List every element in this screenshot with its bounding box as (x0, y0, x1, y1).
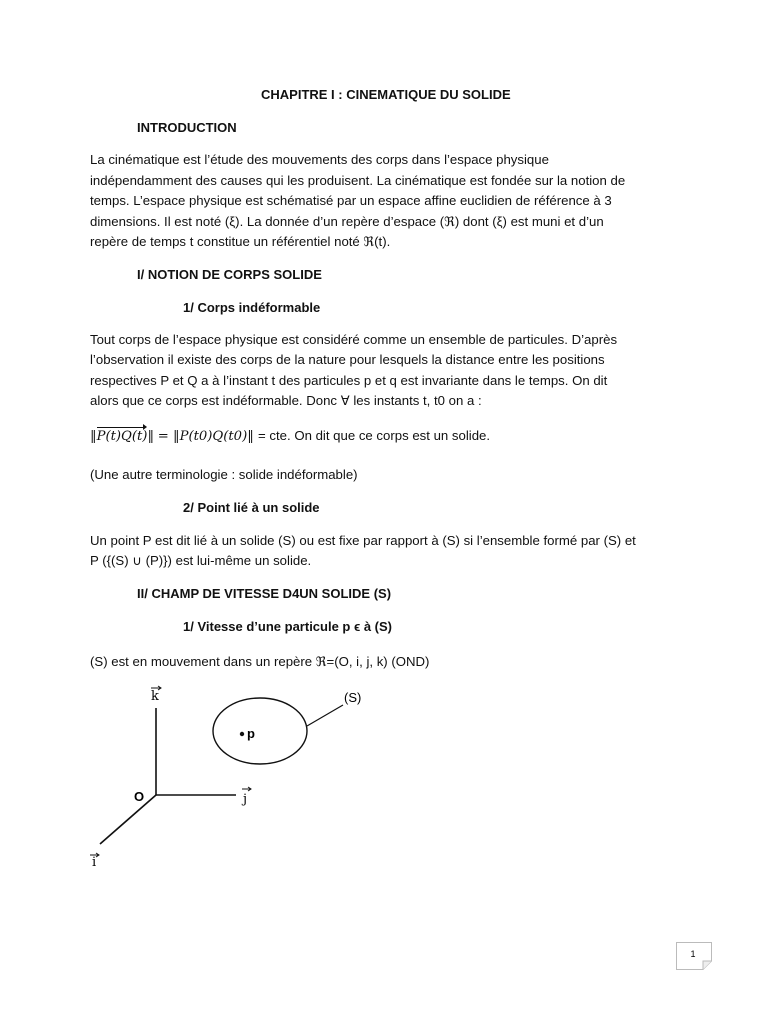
introduction-heading: INTRODUCTION (137, 120, 237, 135)
section-2-title: II/ CHAMP DE VITESSE D4UN SOLIDE (S) (137, 586, 392, 601)
chapter-title: CHAPITRE I : CINEMATIQUE DU SOLIDE (261, 87, 511, 102)
i-label: i (92, 855, 97, 870)
page-number: 1 (690, 949, 696, 959)
particle-p-label: p (247, 726, 255, 741)
point-line-2: P ({(S) ∪ (P)}) est lui-même un solide. (90, 553, 312, 568)
solid-s-ellipse (213, 698, 307, 764)
solid-line-2: l’observation il existe des corps de la nature pour lesquels la distance entre les positions (90, 352, 605, 367)
section-1-sub-2: 2/ Point lié à un solide (183, 500, 320, 515)
particle-p-dot (240, 732, 244, 736)
section-1-sub-1: 1/ Corps indéformable (183, 300, 321, 315)
solid-s-label: (S) (344, 690, 362, 705)
j-label: j (243, 792, 248, 807)
intro-line-4: dimensions. Il est noté (ξ). La donnée d’un repère d’espace (ℜ) dont (ξ) est muni et d’un (90, 214, 604, 229)
solid-line-4: alors que ce corps est indéformable. Donc ∀ les instants t, t0 on a : (90, 393, 482, 408)
reference-frame-diagram (0, 680, 768, 880)
section-2-sub-1: 1/ Vitesse d’une particule p ϵ à (S) (183, 619, 392, 634)
solid-line-1: Tout corps de l’espace physique est considéré comme un ensemble de particules. D’après (90, 332, 618, 347)
point-line-1: Un point P est dit lié à un solide (S) ou est fixe par rapport à (S) si l’ensemble formé par (S) et (90, 533, 636, 548)
pq-at-t0: P(t0)Q(t0) (179, 429, 248, 444)
formula-conclusion: = cte. On dit que ce corps est un solide. (258, 428, 491, 443)
k-label: k (151, 689, 159, 704)
i-axis (100, 795, 156, 844)
solid-s-pointer (307, 705, 343, 726)
intro-line-1: La cinématique est l’étude des mouvements des corps dans l’espace physique (90, 152, 549, 167)
page-number-box (676, 942, 712, 970)
terminology-note: (Une autre terminologie : solide indéformable) (90, 467, 358, 482)
solid-line-3: respectives P et Q a à l’instant t des particules p et q est invariante dans le temps. On dit (90, 373, 608, 388)
section-1-title: I/ NOTION DE CORPS SOLIDE (137, 267, 322, 282)
intro-line-2: indépendamment des causes qui les produisent. La cinématique est fondée sur la notion de (90, 173, 626, 188)
repere-line: (S) est en mouvement dans un repère ℜ=(O, i, j, k) (OND) (90, 654, 430, 669)
intro-line-5: repère de temps t constitue un référentiel noté ℜ(t). (90, 234, 391, 249)
vector-pq: P(t)Q(t) (96, 429, 148, 444)
intro-line-3: temps. L’espace physique est schématisé par un espace affine euclidien de référence à 3 (90, 193, 612, 208)
invariance-formula: ‖P(t)Q(t)‖ = ‖P(t0)Q(t0)‖ = cte. On dit que ce corps est un solide. (90, 428, 491, 444)
origin-label: O (134, 789, 145, 804)
